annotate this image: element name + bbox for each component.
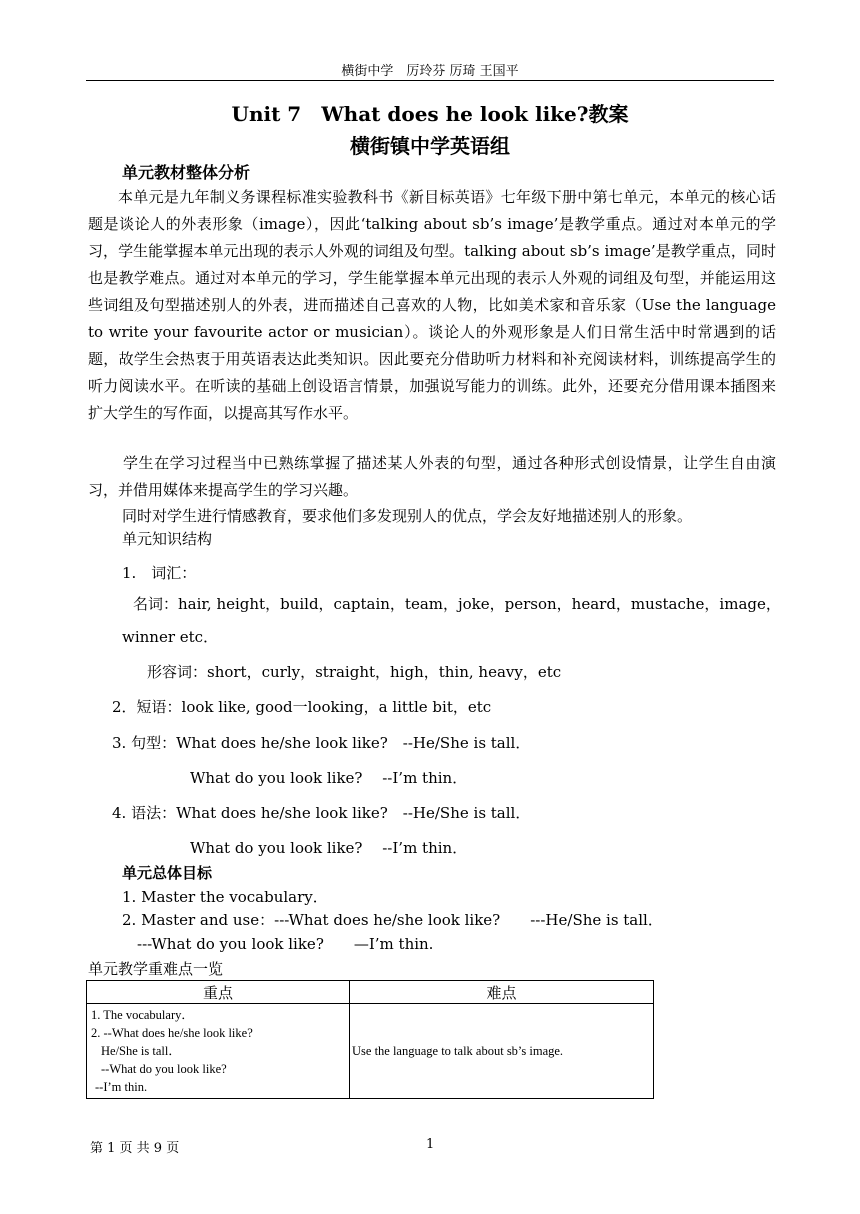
vocab-label: 1. 词汇：	[122, 564, 197, 582]
goal-3: ---What do you look like? —I’m thin.	[137, 935, 434, 953]
structure-heading: 单元知识结构	[122, 530, 213, 548]
goals-heading: 单元总体目标	[122, 864, 213, 882]
grammar-line-2: What do you look like? --I’m thin．	[190, 839, 468, 857]
table-header-row	[87, 981, 654, 1004]
nouns-line-1: 名词：hair, height，build，captain，team，joke，person，heard，mustache，image，	[133, 595, 781, 613]
table-caption: 单元教学重难点一览	[88, 960, 224, 978]
table-row	[87, 1004, 654, 1099]
grammar-line-1: 4. 语法：What does he/she look like? --He/She is tall．	[112, 804, 531, 822]
document-title: Unit 7 What does he look like?教案	[231, 102, 629, 126]
analysis-heading: 单元教材整体分析	[122, 163, 251, 182]
analysis-paragraph-3: 同时对学生进行情感教育，要求他们多发现别人的优点，学会友好地描述别人的形象。	[122, 507, 693, 525]
adjectives-line: 形容词：short，curly，straight，high，thin, heavy，etc	[147, 663, 562, 681]
key-line: 2. --What does he/she look like?	[91, 1026, 253, 1040]
key-line: --I’m thin.	[95, 1080, 148, 1094]
phrases-line: 2．短语：look like, good一looking，a little bit，etc	[112, 698, 492, 716]
patterns-line-2: What do you look like? --I’m thin．	[190, 769, 468, 787]
page-number: 1	[426, 1137, 435, 1152]
key-line: --What do you look like?	[101, 1062, 227, 1076]
document-subtitle: 横街镇中学英语组	[350, 134, 510, 158]
page-info: 第 1 页 共 9 页	[90, 1141, 180, 1156]
patterns-line-1: 3. 句型：What does he/she look like? --He/She is tall．	[112, 734, 531, 752]
key-points-cell	[87, 1004, 350, 1099]
goal-1: 1. Master the vocabulary．	[122, 888, 328, 906]
goal-2: 2. Master and use：---What does he/she look like? ---He/She is tall．	[122, 911, 663, 929]
analysis-paragraph-1: 本单元是九年制义务课程标准实验教科书《新目标英语》七年级下册中第七单元，本单元的核心话题是谈论人的外表形象（image），因此‘talking about sb’s image’是教学重点。通过对本单元的学习，学生能掌握本单元出现的表示人外观的词组及句型。talking about sb’s image’是教学重点，同时也是教学难点。通过对本单元的学习，学生能掌握本单元出现的表示人外观的词组及句型，并能运用这些词组及句型描述别人的外表，进而描述自己喜欢的人物，比如美术家和音乐家（Use the language to write your favourite actor or musician）。谈论人的外观形象是人们日常生活中时常遇到的话题，故学生会热衷于用英语表达此类知识。因此要充分借助听力材料和补充阅读材料，训练提高学生的听力阅读水平。在听读的基础上创设语言情景，加强说写能力的训练。此外，还要充分借用课本插图来扩大学生的写作面，以提高其写作水平。	[88, 188, 776, 422]
column-header-difficulty: 难点	[350, 981, 654, 1004]
key-line: 1. The vocabulary．	[91, 1008, 194, 1022]
key-line: He/She is tall．	[101, 1044, 181, 1058]
nouns-line-2: winner etc．	[122, 628, 219, 646]
header-divider	[86, 80, 774, 81]
difficulty-cell: Use the language to talk about sb’s image.	[350, 1004, 654, 1099]
page-header: 横街中学 厉玲芬 厉琦 王国平	[341, 64, 519, 79]
key-difficulty-table	[86, 980, 654, 1099]
analysis-paragraph-2: 学生在学习过程当中已熟练掌握了描述某人外表的句型，通过各种形式创设情景，让学生自由演习，并借用媒体来提高学生的学习兴趣。	[88, 454, 776, 499]
column-header-key: 重点	[87, 981, 350, 1004]
